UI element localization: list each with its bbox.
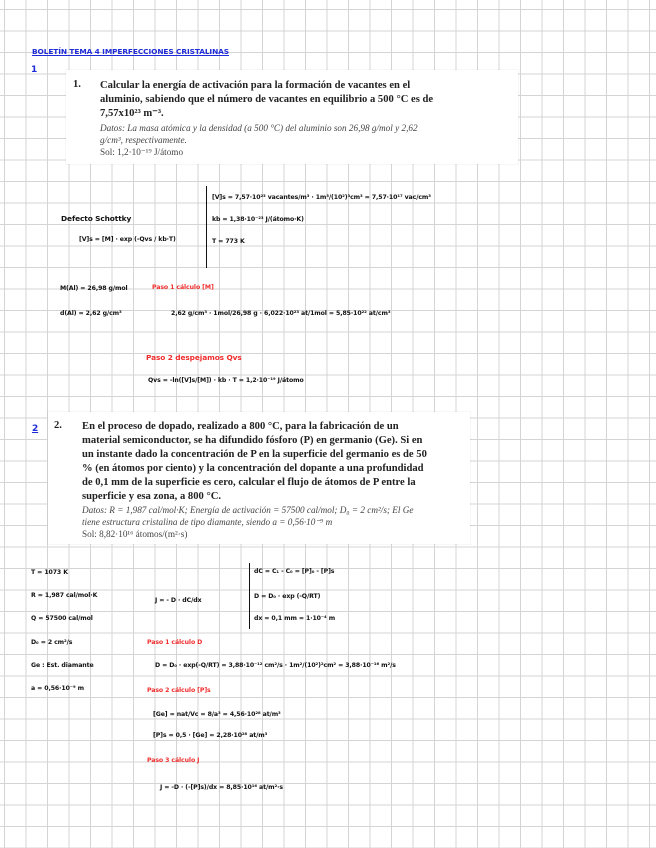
divider-line (249, 563, 250, 629)
problem-1-data: Datos: La masa atómica y la densidad (a 500 °C) del aluminio son 26,98 g/mol y 2,62 (100, 123, 418, 133)
step-3-heading: Paso 3 cálculo J (147, 757, 200, 764)
step-2-heading: Paso 2 despejamos Qvs (146, 353, 242, 362)
surface-phosphorus-concentration: [P]s = 0,5 · [Ge] = 2,28·10²⁸ at/m³ (153, 732, 268, 739)
given-d0: D₀ = 2 cm²/s (31, 639, 73, 646)
concentration-difference: dC = C₁ - C₀ = [P]₀ - [P]s (254, 568, 335, 575)
problem-1-line: 7,57x10²³ m⁻³. (100, 108, 164, 119)
problem-2-line: En el proceso de dopado, realizado a 800 °C, para la fabricación de un (82, 421, 399, 432)
problem-1-statement (66, 70, 518, 164)
given-temperature: T = 1073 K (31, 569, 68, 576)
problem-1-line: Calcular la energía de activación para la formación de vacantes en el (100, 80, 411, 91)
atom-concentration-calculation: 2,62 g/cm³ · 1mol/26,98 g · 6,022·10²³ at/1mol = 5,85·10²² at/cm³ (171, 310, 391, 317)
step-1-heading: Paso 1 cálculo [M] (152, 284, 214, 291)
schottky-formula: [V]s = [M] · exp (-Qvs / kb·T) (79, 236, 176, 243)
given-structure: Ge : Est. diamante (31, 662, 94, 669)
problem-2-solution: Sol: 8,82·10¹⁶ átomos/(m²·s) (82, 529, 188, 539)
problem-2-data: tiene estructura cristalina de tipo diamante, siendo a = 0,56·10⁻⁹ m (82, 517, 333, 527)
depth-value: dx = 0,1 mm = 1·10⁻⁴ m (254, 615, 336, 622)
given-activation-energy: Q = 57500 cal/mol (31, 615, 93, 622)
problem-1-line: aluminio, sabiendo que el número de vacantes en equilibrio a 500 °C es de (100, 94, 434, 105)
temperature: T = 773 K (212, 238, 245, 245)
problem-2-line: material semiconductor, se ha difundido fósforo (P) en germanio (Ge). Si en (82, 435, 423, 446)
defect-type: Defecto Schottky (61, 214, 132, 223)
problem-2-line: de 0,1 mm de la superficie es cero, calcular el flujo de átomos de P entre la (82, 477, 416, 488)
step-2-heading: Paso 2 cálculo [P]s (147, 687, 211, 694)
diffusion-coefficient-formula: D = D₀ · exp (-Q/RT) (254, 593, 321, 600)
problem-2-marker: 2 (32, 424, 39, 434)
worksheet-title: BOLETÍN TEMA 4 IMPERFECCIONES CRISTALINAS (32, 47, 230, 56)
atomic-mass: M(Al) = 26,98 g/mol (60, 285, 128, 292)
given-lattice-parameter: a = 0,56·10⁻⁹ m (31, 685, 84, 692)
density: d(Al) = 2,62 g/cm³ (60, 310, 122, 317)
problem-2-statement (48, 412, 470, 544)
problem-2-line: % (en átomos por ciento) y la concentración del dopante a una profundidad (82, 463, 424, 474)
divider-line (206, 186, 207, 268)
diffusion-coefficient-calculation: D = D₀ · exp(-Q/RT) = 3,88·10⁻¹² cm²/s · 1m²/(10²)²cm² = 3,88·10⁻¹⁶ m²/s (155, 662, 396, 669)
boltzmann-constant: kb = 1,38·10⁻²³ J/(átomo·K) (212, 216, 304, 223)
problem-1-marker: 1 (31, 65, 38, 75)
fick-law: J = - D · dC/dx (155, 597, 202, 604)
given-gas-constant: R = 1,987 cal/mol·K (31, 592, 98, 599)
flux-result: J = -D · (-[P]s)/dx = 8,85·10¹⁶ at/m²·s (160, 784, 283, 791)
problem-2-line: superficie y esa zona, a 800 °C. (82, 491, 221, 502)
germanium-concentration: [Ge] = nat/Vc = 8/a³ = 4,56·10²⁸ at/m³ (153, 711, 281, 718)
problem-2-line: un instante dado la concentración de P en la superficie del germanio es de 50 (82, 449, 427, 460)
problem-1-solution: Sol: 1,2·10⁻¹⁹ J/átomo (100, 147, 184, 157)
problem-1-data: g/cm³, respectivamente. (100, 135, 187, 145)
problem-2-data: Datos: R = 1,987 cal/mol·K; Energía de activación = 57500 cal/mol; D₀ = 2 cm²/s; El Ge (82, 505, 414, 515)
step-1-heading: Paso 1 cálculo D (147, 639, 203, 646)
activation-energy-result: Qvs = -ln([V]s/[M]) · kb · T = 1,2·10⁻¹⁹ J/átomo (148, 377, 304, 384)
problem-1-number: 1. (73, 79, 81, 90)
problem-2-number: 2. (54, 420, 62, 431)
vacancy-concentration: [V]s = 7,57·10²³ vacantes/m³ · 1m³/(10²)³cm³ = 7,57·10¹⁷ vac/cm³ (212, 194, 431, 201)
